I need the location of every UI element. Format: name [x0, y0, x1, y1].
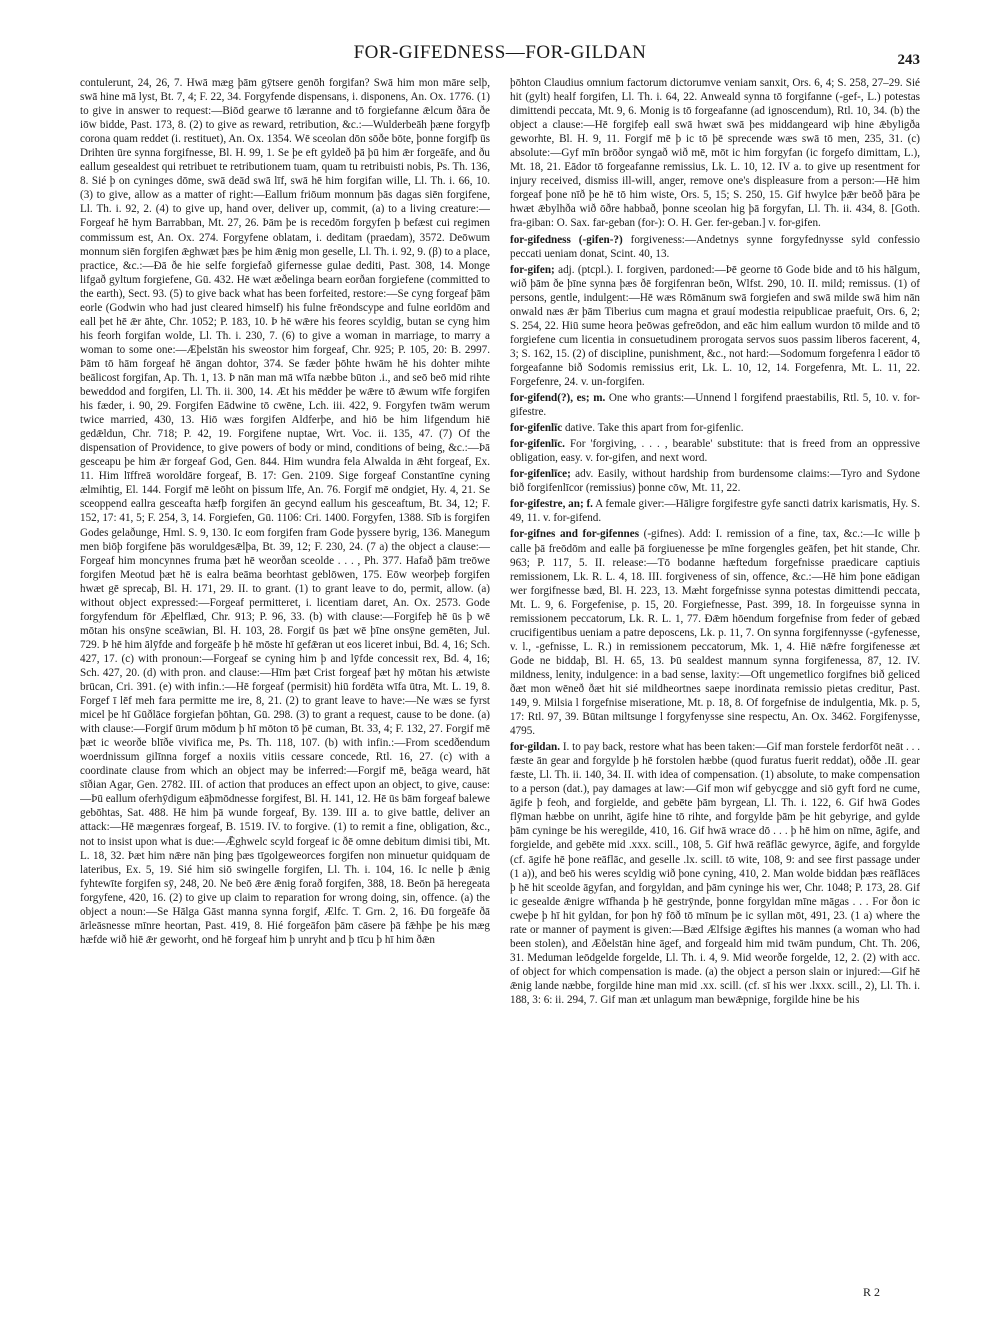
headword: for-gifnes and for-gifennes — [510, 528, 640, 541]
entry — [510, 233, 920, 261]
two-column-body — [80, 76, 920, 1281]
entry-continuation: contulerunt, 24, 26, 7. Hwā mæg þām gȳtsere genōh forgifan? Swā him mon māre selþ, swā hine mā lyst, Bt. 7, 4; F. 22, 34. Forgyfende dispensans, i. disponens, An. Ox. 1776. (1) to give in answer to request:—Biōd gearwe tō læranne and tō forgiefanne ǣlcum ðāra ðe iōw bidde, Past. 173, 8. (2) to give as reward, retribution, &c.:—Wulderbeāh þæne forgyfþ corona quam reddet (i. restituet), An. Ox. 1354. Wē sceolan dōn sōðe bōte, þonne forgifþ ūs Drihten ūre synna forgifnesse, Bl. H. 99, 1. Se þe eft gyldeð þā þū him ǣr forgeāfe, and ðu eallum gesealdest qui retribuet te retributionem tuam, quam tu retribuisti nobis, Ps. Th. 136, 8. Sié þ on cyninges dōme, swā deād swā līf, swā hē him forgifan wille, Ll. Th. i. 66, 10. (3) to give, allow as a matter of right:—Eallum friōum monnum þās dagas siēn forgifene, Ll. Th. i. 92, 2. (4) to give up, hand over, deliver up, commit, (a) to a living creature:—Forgeaf hē hym Barrabban, Mt. 27, 26. Þām þe is recedōm forgyfen þ befæst cui regimen commissum est, An. Ox. 274. Forgyfene oblatam, i. deditam (praedam), 3572. Deōwum monnum siēn forgifen ǣghwæt þæs þe him ǣnig mon geselle, Ll. Th. i. 92, 9. (β) to a place, practice, &c.:—Ðā ðe hie selfe forgiefað gifernesse gulae dediti, Past. 308, 14. Monge lifgað gyltum forgiefene, Gū. 432. Hē wæt æðelinga bearn eorðan forgiefene (committed to the earth), Sect. 93. (5) to give back what has been forfeited, restore:—Se cyng forgeaf þām eorle (Godwin who had just cleared himself) his fulne frēondscype and fulne eorldōm and eall þet hē ǣr āhte, Chr. 1052; P. 183, 10. Þ hē wǣre his feores scyldig, butan se cyng him his feorh forgifan wolde, Ll. Th. i. 230, 7. (6) to give a woman in marriage, to marry a woman to some one:—Æþelstān his sweostor him forgeaf, Chr. 925; P. 105, 20: B. 2997. Þām tō hām forgeaf hē āngan dohtor, 374. Se fæder þōhte hwām hē his dohter mihte beālicost forgifan, Ap. Th. 1, 13. Þ nān man mā wīfa næbbe būton .i., and seō beō mid rihte beweddod and forgifen, Ll. Th. ii. 300, 14. Æt his mēdder þe wǣre tō ǣwum wīfe forgifen his fæder, i. 90, 29. Forgifen Eādwine tō cwēne, Lch. iii. 422, 9. Forgyfen twām werum twice married, 430, 13. Hiō wæs forgifen Aldferþe, and hiō be him lifgendum hiē gedǣldun, Chr. 718; P. 42, 19. Forgifene nuptae, Wrt. Voc. ii. 135, 47. (7) Of the dispensation of Providence, to give powers of body or mind, conditions of being, &c.:—Þā gesceapu þe him ǣr forgeaf God, Gen. 844. Him wundra fela Alwalda in ǣht forgeaf, Ex. 11. Him līffreā woroldāre forgeaf, B. 17: Gen. 2109. Sige forgeaf Constantīne cyning ælmihtig, El. 144. Forgif mē leōht on þissum līfe, An. 76. Forgif mē ondgiet, Hy. 4, 21. Se sceoppend eallra gesceafta hæfþ forgifen ān gecynd eallum his gesceaftum, Bt. 34, 12; F. 152, 17: 41, 5; F. 254, 3, 14. Forgiefen, Gū. 1106: Cri. 1400. Forgyfen, 1388. Sīb is forgifen Godes gelaðunge, Hml. S. 9, 130. Ic eom forgifen fram Gode þyssere byrig, 136. Manegum men biōþ forgifene þās woruldgesǣlþa, Bt. 39, 12; F. 230, 24. (7 a) the object a clause:—Forgeaf him moncynnes fruma þæt hē weorðan sceolde . . . , Ph. 377. Hafað þām treōwe forgifen Meotud þæt hē is ealra beāma beorhtast geblōwen, 175. Eōw weorþeþ forgifen hwæt gē sprecaþ, Bl. H. 171, 29. II. to grant. (1) to grant leave to do, permit, allow. (a) without object expressed:—Forgeaf permitteret, i. licentiam daret, An. Ox. 2573. Gode forgyfendum fōr Æþelflæd, Chr. 913; P. 96, 33. (b) with clause:—Forgifeþ hē ūs þ wē mōtan his onsȳne sceāwian, Bl. H. 103, 28. Forgif ūs þæt wē þīne onsȳne gemēten, Jul. 729. Þ hē him ālȳfde and forgeāfe þ hē mōste hī gefǣran ut eos liceret inbui, Bd. 4, 16; Sch. 427, 17. (c) with pronoun:—Forgeaf se cyning him þ and lȳfde concessit rex, Bd. 4, 16; Sch. 427, 20. (d) with pron. and clause:—Hīm þæt Crist forgeaf þæt hȳ mōtan his ætwiste brūcan, Cri. 391. (e) with infin.:—Hē forgeaf (permisit) hiū fordēta wīfa ūtra, Mt. L. 19, 8. Forgef ī lēf meh fara permitte me ire, 8, 21. (2) to grant leave to have:—Ne wæs se fyrst micel þe hī Gūðlāce forgiefan þōhtan, Gū. 298. (3) to grant a request, cause to be done. (a) with clause:—Forgif ūrum mōdum þ hī mōton tō þē cuman, Bt. 33, 4; F. 132, 27. Forgif mē þæt ic weorðe blīðe vivifica me, Ps. Th. 118, 107. (b) with infin.:—From scedðendum woerdnissum gilīnna forgef a noxiis vitiis cessare concede, Rtl. 16, 27. (c) with a coordinate clause from which an object may be inferred:—Forgif mē, beāga weard, hāt sīðian Agar, Gen. 2782. III. of action that produces an effect upon an object, to give, cause:—Þū eallum oferhȳdigum eāþmōdnesse forgifest, Bl. H. 141, 12. Hē ūs bām forgeaf balewe gebōhtas, Sat. 488. Hē him þā wunde forgeaf, By. 139. III a. to give battle, deliver an attack:—Hē mægenræs forgeaf, B. 1519. IV. to forgive. (1) to remit a fine, obligation, &c., not to insist upon what is due:—Ǣghwelc scyld forgeaf ic ðē omne debitum dimisi tibi, Mt. L. 18, 32. Þæt him nǣre nān þing þæs tīgolgeweorces forgifen non minuetur quidquam de lateribus, Ex. 5, 19. Sié him siō swingelle forgifen, Ll. Th. i. 104, 16. Ic nelle þ ǣnig fyhtewīte forgifen sȳ, 248, 20. Ne beō ǣre ǣnig forað forgifen, 388, 18. Beōn þā heregeata forgyfene, 420, 16. (2) to give up claim to reparation for wrong doing, sin, offence. (a) the object a noun:—Se Hālga Gāst manna synna forgif, Ælfc. T. Grn. 2, 16. Ðū forgeāfe ðā ārleāsnesse mīnre heortan, Past. 419, 8. Hié forgeāfon þām cāsere þā fǣhþe þe his mæg hæfde wið hiē ǣr geworht, ond hē forgeaf him þ unryht and þ tīcu þ hī him ðǣn — [80, 77, 490, 946]
entry-text: One who grants:—Unnend l forgifend praestabilis, Rtl. 5, 10. v. for-gifestre. — [510, 392, 920, 419]
headword: for-gifenlīc. — [510, 438, 565, 451]
running-head — [80, 40, 920, 72]
left-column — [80, 76, 490, 1281]
entry-text: dative. Take this apart from for-gifenlic. — [564, 422, 744, 435]
headword: for-gifestre, an; f. — [510, 498, 593, 511]
headword: for-gifenlīc — [510, 422, 563, 435]
entry — [510, 263, 920, 389]
headword: for-gifen; — [510, 263, 555, 276]
entry-text: forgiveness:—Andetnys synne forgyfednysse syld confessio peccati ueniam donat, Scint. 40, 13. — [510, 233, 920, 260]
entry-text: adv. Easily, without hardship from burdensome claims:—Tyro and Sydone bið forgifenlīcor (remissius) þonne cōw, Mt. 11, 22. — [510, 468, 920, 495]
entry — [510, 527, 920, 738]
entry — [510, 437, 920, 465]
entry — [510, 391, 920, 419]
running-title: FOR-GIFEDNESS—FOR-GILDAN — [353, 42, 647, 63]
entry-continuation — [510, 76, 920, 231]
entry — [510, 421, 920, 435]
entry — [510, 467, 920, 495]
headword: for-gifenlīce; — [510, 468, 571, 481]
entry — [510, 740, 920, 1007]
entry-text: þōhton Claudius omnium factorum dictorumve veniam sanxit, Ors. 6, 4; S. 258, 27–29. Sié hit (gylt) healf forgifen, Ll. Th. i. 64, 22. Anweald synna tō forgifanne (-gef-, L.) potestas dimittendi peccata, Mt. 9, 6. Monig is tō forgeafanne (ad ignoscendum), Rtl. 10, 34. (b) the object a clause:—Hē forgifeþ eall swā hwæt swā þes middangeard wiþ hine ǣbyligða geworhte, Bl. H. 9, 11. Forgif mē þ ic tō þē sprecende wæs swā tō men, 235, 31. (c) absolute:—Gyf mīn brōðor syngað wið mē, mōt ic him forgyfan (ic forgefo dimittam, L.), Mt. 18, 21. Eādor tō forgeafanne remissius, Lk. L. 10, 12. IV a. to give up resentment for injury received, dismiss ill-will, anger, remove one's displeasure from a person:—Hē him forgeaf þone nīð þe hē tō him wiste, Ors. 5, 15; S. 250, 15. Gif hwylce þǣr beōð þāra þe hwæt ǣbylhða wið ōðre habbað, þonne sceolan hig þā forgyfan, Ll. Th. ii. 434, 8. [Goth. fra-giban: O. Sax. far-geban (for-): O. H. Ger. fer-geban.] v. for-gifen. — [510, 77, 920, 230]
entry-text: adj. (ptcpl.). I. forgiven, pardoned:—Þē georne tō Gode bide and tō his hālgum, wið þām ðe þīne synna þæs ðē forgifenran beōn, Wlfst. 290, 10. II. mild; remissus. (1) of persons, gentle, indulgent:—Hē wæs Rōmānum swā forgiefen and swā milde swā him nān onwald næs ǣr þām Tiberius cum magna et grauí modestia reipublicae praefuit, Ors. 6, 2; S. 254, 22. Hiū sume heora þeōwas gefreōdon, and eāc him eallum wurdon tō milde and tō forgiefene cum licentia in consuetudinem prorogata servos suos passim liberos facerent, 4, 3; S. 162, 15. (2) of discipline, punishment, &c., not hard:—Sodomum forgefenra l eādor tō forgeafanne bið Sodomis remissius erit, Lk. L. 10, 12, 14. Forgefenra, Mt. L. 11, 22. Forgefenre, 24. v. un-forgifen. — [510, 263, 920, 388]
entry-text: I. to pay back, restore what has been taken:—Gif man forstele ferdorfōt neāt . . . fæste ān gear and forgylde þ hē forstolen hæbbe (quod furatus fuerit reddat), oððe .II. gear fæste, Ll. Th. ii. 140, 34. II. with idea of compensation. (1) absolute, to make compensation to a person (dat.), pay damages at law:—Gif mon wif gebycgge and siō gyft ford ne cume, āgife þ feoh, and forgielde, and gebēte þām byrgean, Ll. Th. i. 122, 6. Gif hwā Godes flȳman hæbbe on unriht, āgife hine tō rihte, and forgylde þām þe hit gebyrige, and gylde þām cyninge be his weregilde, 410, 16. Gif hwā wrace dō . . . þ hē him on nīme, āgife, and forgielde, and gebēte mid .xxx. scill., 108, 5. Gif hwā reāflāc gewyrce, āgife, and forgylde (cf. āgife hē þone reāflāc, and geselle .lx. scill. tō wite, 108, 9: and see first passage under (1 a)), and beō his weres scyldig wið þone cyning, 410, 2. Man wolde biddan þæs reāflāces þ hē hit sceolde āgyfan, and forgyldan, and þām cyninge his wer, Chr. 1048; P. 173, 28. Gif ic gesealde ǣnigre wīfhanda þ hē gestrȳnde, þonne forgyldan mīne māgas . . . For ðon ic cweþe þ hī hit gyldan, for þon hȳ fōð tō mīnum þe ic syllan mōt, 491, 23. (1 a) where the rate or manner of payment is given:—Bæd Ælfsige ǣgiftes his mannes (a woman who had been stolen), and Æðelstān hine āgef, and forgeald him mid twām pundum, Cht. Th. 206, 31. Meduman leōdgelde forgelde, Ll. Th. i. 4, 9. Mid weorðe forgelde, 12, 2. (2) with acc. of object for which compensation is made. (a) the object a person slain or injured:—Gif hē ǣnig lande næbbe, forgilde hine man mid .xx. scill. (cf. sī his wer .lxxx. scill., 2), Ll. Th. i. 188, 3: 6: ii. 294, 7. Gif man æt unlagum man bewǣpnige, forgilde hine be his — [510, 741, 920, 1006]
entry-text: (-gifnes). Add: I. remission of a fine, tax, &c.:—Ic wille þ calle þā freōdōm and ealle þā forgiuenesse þe mīne forgengles geāfen, þet hit stande, Chr. 963; P. 117, 5. II. release:—Tō bodanne hæftedum forgefnisse praedicare captiuis remissionem, Lk. R. L. 4, 18. III. forgiveness of sin, offence, &c.:—Hē him þone eādigan wer forgifnesse bæd, Bl. H. 223, 13. Mæht forgefnisse synna potestas dimittendi peccata, Mt. L. 9, 6. Forgefenise, p. 15, 20. Forgiefnesse, Past. 399, 18. In forgeuisse synna in remissionem peccatorum, Lk. R. L. 1, 77. Ðǣm hōendum forgefnise from feder of gebæd crucifigentibus ueniam a patre deposcens, Lk. p. 11, 7. On synna forgifennysse (-gyfenesse, v. l., -gefnisse, L. R.) in remissionem peccatorum, Mk. 1, 4. Hiē nǣfre forgifenesse æt Gode ne biddaþ, Bl. H. 65, 13. Þū sealdest mannum synna forgifenessa, 87, 12. IV. mildness, lenity, indulgence: in a bad sense, laxity:—Oft ungemetlico forgifnes bið geliced ðæt mon wēneð ðæt hit sié mildheortnes saepe inordinata remissio pietas creditur, Past. 149, 9. Milsia l forgefnise miseratione, Mt. p. 18, 8. Of forgefnise de indulgentia, Mk. p. 5, 17: Rtl. 97, 39. Būtan miltsunge l forgyfenysse sine respectu, An. Ox. 3462. Forgifenysse, 4795. — [510, 528, 920, 738]
entry-text: A female giver:—Hāligre forgifestre gyfe sancti datrix karismatis, Hy. S. 49, 11. v. for-gifend. — [510, 498, 920, 525]
page-number: 243 — [897, 52, 920, 68]
signature-mark: R 2 — [862, 1285, 880, 1299]
headword: for-gifedness (-gifen-?) — [510, 233, 623, 246]
headword: for-gildan. — [510, 741, 561, 754]
right-column — [510, 76, 920, 1281]
dictionary-page — [80, 40, 920, 1300]
entry-text: For 'forgiving, . . . , bearable' substitute: that is freed from an oppressive obligation, easy. v. for-gifen, and next word. — [510, 438, 920, 465]
entry — [510, 497, 920, 525]
headword: for-gifend(?), es; m. — [510, 392, 606, 405]
